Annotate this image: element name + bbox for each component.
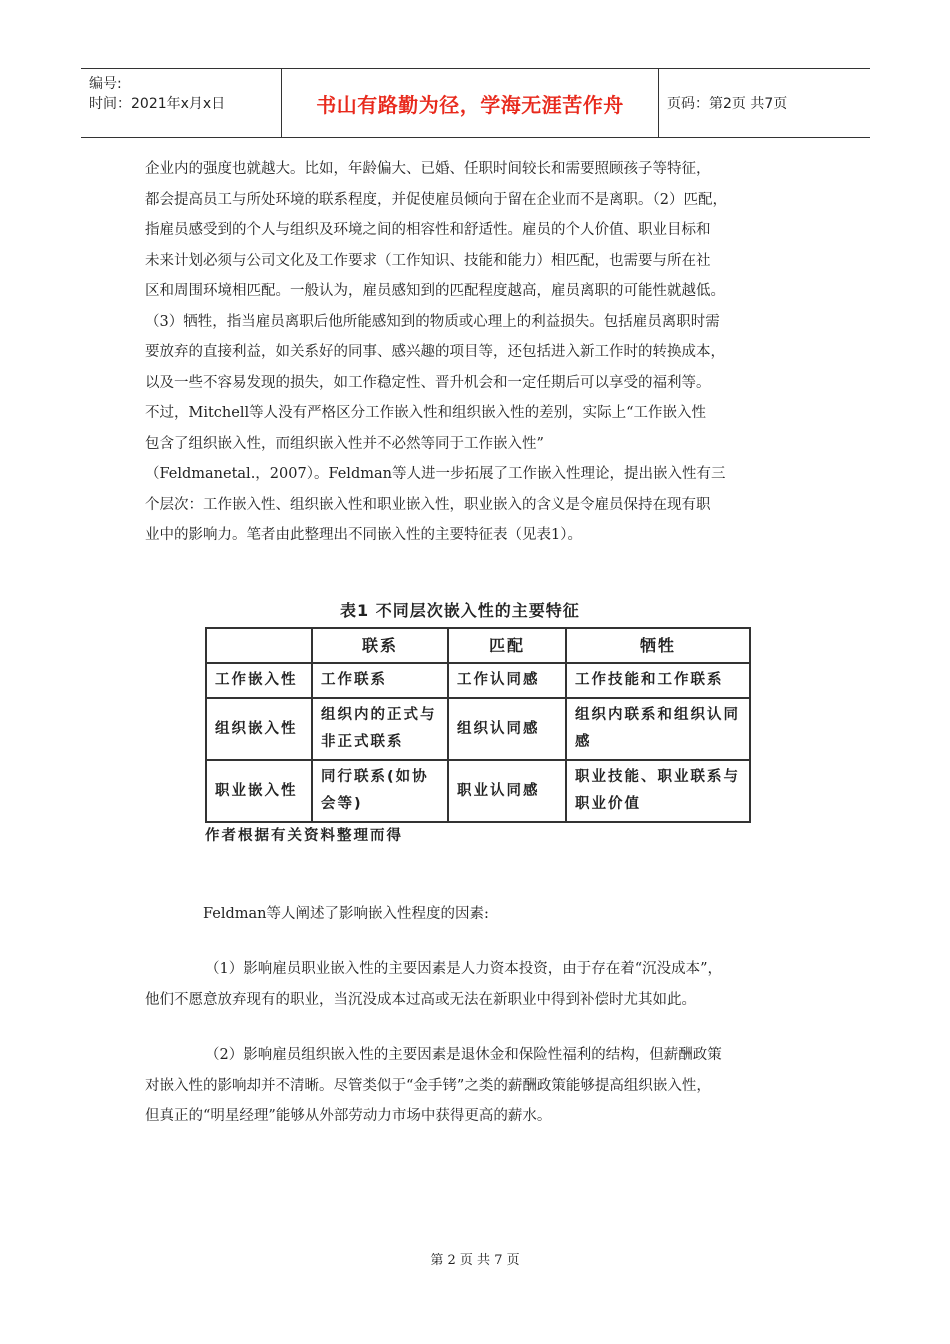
page-header <box>81 68 870 138</box>
text-line: 都会提高员工与所处环境的联系程度，并促使雇员倾向于留在企业而不是离职。（2）匹配， <box>145 191 727 208</box>
table-cell: 工作认同感 <box>448 663 566 698</box>
table-header-row <box>206 628 750 663</box>
table-cell: 组织内的正式与非正式联系 <box>312 698 448 760</box>
table-cell: 职业技能、职业联系与职业价值 <box>566 760 750 822</box>
table-row <box>206 663 750 698</box>
text-line: 不过，Mitchell等人没有严格区分工作嵌入性和组织嵌入性的差别，实际上“工作嵌入性 <box>145 405 707 421</box>
text-line: （2）影响雇员组织嵌入性的主要因素是退休金和保险性福利的结构，但薪酬政策 <box>205 1047 722 1063</box>
table-header-cell <box>206 628 312 663</box>
header-number-label: 编号: <box>89 76 122 92</box>
table-cell: 工作嵌入性 <box>206 663 312 698</box>
text-line: （3）牺牲，指当雇员离职后他所能感知到的物质或心理上的利益损失。包括雇员离职时需 <box>145 313 720 330</box>
text-line: 区和周围环境相匹配。一般认为，雇员感知到的匹配程度越高，雇员离职的可能性就越低。 <box>145 283 725 299</box>
embeddedness-table <box>205 627 751 823</box>
text-line: 对嵌入性的影响却并不清晰。尽管类似于“金手铐”之类的薪酬政策能够提高组织嵌入性， <box>145 1077 711 1094</box>
table-cell: 同行联系(如协会等) <box>312 760 448 822</box>
text-line: 指雇员感受到的个人与组织及环境之间的相容性和舒适性。雇员的个人价值、职业目标和 <box>145 222 711 238</box>
header-meta <box>81 69 281 137</box>
header-page-info: 页码：第2页 共7页 <box>667 96 788 112</box>
text-line: 业中的影响力。笔者由此整理出不同嵌入性的主要特征表（见表1）。 <box>145 527 582 543</box>
table-cell: 组织嵌入性 <box>206 698 312 760</box>
text-line: 他们不愿意放弃现有的职业，当沉没成本过高或无法在新职业中得到补偿时尤其如此。 <box>145 991 696 1008</box>
table-cell: 工作联系 <box>312 663 448 698</box>
text-line: （1）影响雇员职业嵌入性的主要因素是人力资本投资，由于存在着“沉没成本”， <box>205 961 723 977</box>
table-header-cell: 联系 <box>312 628 448 663</box>
body-paragraph-4 <box>145 1040 825 1132</box>
body-paragraph-2 <box>145 899 825 930</box>
table-header-cell: 牺牲 <box>566 628 750 663</box>
table-header-cell: 匹配 <box>448 628 566 663</box>
page-footer: 第 2 页 共 7 页 <box>430 1253 520 1268</box>
table-cell: 组织内联系和组织认同感 <box>566 698 750 760</box>
text-line: 但真正的“明星经理”能够从外部劳动力市场中获得更高的薪水。 <box>145 1108 552 1124</box>
text-line: 以及一些不容易发现的损失，如工作稳定性、晋升机会和一定任期后可以享受的福利等。 <box>145 374 711 391</box>
text-line: 包含了组织嵌入性，而组织嵌入性并不必然等同于工作嵌入性” <box>145 435 544 452</box>
table-cell: 组织认同感 <box>448 698 566 760</box>
text-line: 个层次：工作嵌入性、组织嵌入性和职业嵌入性，职业嵌入的含义是令雇员保持在现有职 <box>145 496 711 513</box>
header-motto-cell <box>281 69 659 137</box>
text-line: 企业内的强度也就越大。比如，年龄偏大、已婚、任职时间较长和需要照顾孩子等特征， <box>145 161 711 177</box>
body-paragraph-3 <box>145 954 825 1015</box>
body-paragraph-1 <box>145 154 825 551</box>
table-title: 表1 不同层次嵌入性的主要特征 <box>340 601 580 620</box>
text-line: 未来计划必须与公司文化及工作要求（工作知识、技能和能力）相匹配，也需要与所在社 <box>145 252 711 269</box>
table-cell: 职业认同感 <box>448 760 566 822</box>
text-line: （Feldmanetal.，2007）。Feldman等人进一步拓展了工作嵌入性理论，提出嵌入性有三 <box>145 466 726 482</box>
table-row <box>206 698 750 760</box>
table-row <box>206 760 750 822</box>
table-cell: 工作技能和工作联系 <box>566 663 750 698</box>
text-line: 要放弃的直接利益，如关系好的同事、感兴趣的项目等，还包括进入新工作时的转换成本， <box>145 344 725 360</box>
table-cell: 职业嵌入性 <box>206 760 312 822</box>
header-time-label: 时间：2021年x月x日 <box>89 96 226 112</box>
header-motto: 书山有路勤为径，学海无涯苦作舟 <box>316 92 624 117</box>
text-line: Feldman等人阐述了影响嵌入性程度的因素: <box>203 906 489 922</box>
table-source-note: 作者根据有关资料整理而得 <box>205 828 403 844</box>
